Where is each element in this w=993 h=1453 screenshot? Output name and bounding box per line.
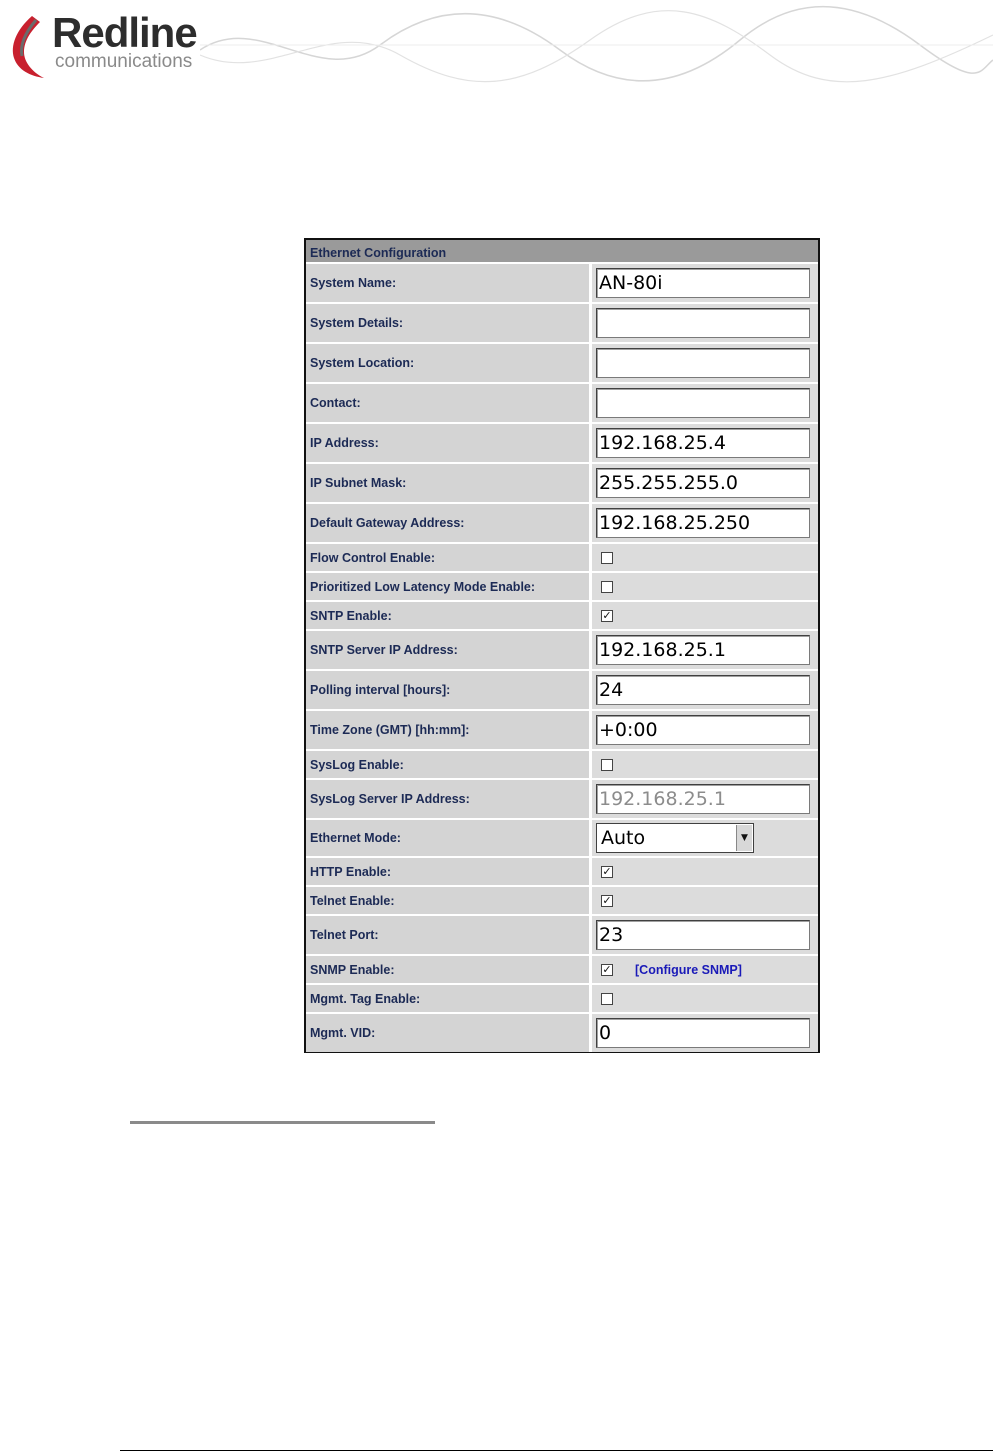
time-zone-input[interactable]: +0:00 — [596, 715, 810, 745]
system-details-label: System Details: — [306, 304, 592, 342]
redline-logo-icon — [6, 12, 50, 80]
time-zone-label: Time Zone (GMT) [hh:mm]: — [306, 711, 592, 749]
mgmt-vid-input[interactable]: 0 — [596, 1018, 810, 1048]
row-mgmt-tag-enable — [306, 985, 818, 1014]
row-telnet-port — [306, 916, 818, 956]
row-default-gateway — [306, 504, 818, 544]
configure-snmp-link[interactable]: [Configure SNMP] — [635, 962, 742, 977]
sntp-server-ip-label: SNTP Server IP Address: — [306, 631, 592, 669]
row-syslog-server-ip — [306, 780, 818, 820]
telnet-enable-checkbox[interactable]: ✓ — [602, 894, 612, 907]
row-sntp-server-ip — [306, 631, 818, 671]
page-header — [0, 0, 993, 92]
row-ip-subnet-mask — [306, 464, 818, 504]
footer-divider — [120, 1450, 993, 1451]
sntp-enable-label: SNTP Enable: — [306, 602, 592, 629]
syslog-enable-label: SysLog Enable: — [306, 751, 592, 778]
row-mgmt-vid — [306, 1014, 818, 1052]
section-divider — [130, 1121, 435, 1124]
prioritized-low-latency-checkbox[interactable] — [601, 581, 613, 593]
row-snmp-enable — [306, 956, 818, 985]
ip-address-label: IP Address: — [306, 424, 592, 462]
ethernet-configuration-panel — [304, 238, 820, 1053]
row-system-location — [306, 344, 818, 384]
contact-input[interactable] — [596, 388, 810, 418]
row-system-name — [306, 264, 818, 304]
telnet-port-input[interactable]: 23 — [596, 920, 810, 950]
flow-control-label: Flow Control Enable: — [306, 544, 592, 571]
row-telnet-enable — [306, 887, 818, 916]
system-details-input[interactable] — [596, 308, 810, 338]
system-location-input[interactable] — [596, 348, 810, 378]
polling-interval-label: Polling interval [hours]: — [306, 671, 592, 709]
ip-subnet-mask-label: IP Subnet Mask: — [306, 464, 592, 502]
row-system-details — [306, 304, 818, 344]
chevron-down-icon[interactable]: ▼ — [736, 825, 752, 851]
brand-name: Redline — [52, 9, 197, 56]
row-prioritized-low-latency — [306, 573, 818, 602]
telnet-enable-label: Telnet Enable: — [306, 887, 592, 914]
ip-address-input[interactable]: 192.168.25.4 — [596, 428, 810, 458]
system-name-label: System Name: — [306, 264, 592, 302]
row-contact — [306, 384, 818, 424]
syslog-server-ip-label: SysLog Server IP Address: — [306, 780, 592, 818]
row-http-enable — [306, 858, 818, 887]
snmp-enable-label: SNMP Enable: — [306, 956, 592, 983]
system-location-label: System Location: — [306, 344, 592, 382]
http-enable-label: HTTP Enable: — [306, 858, 592, 885]
syslog-server-ip-input: 192.168.25.1 — [596, 784, 810, 814]
row-ip-address — [306, 424, 818, 464]
decorative-waves — [200, 0, 993, 92]
ip-subnet-mask-input[interactable]: 255.255.255.0 — [596, 468, 810, 498]
telnet-port-label: Telnet Port: — [306, 916, 592, 954]
system-name-input[interactable]: AN-80i — [596, 268, 810, 298]
ethernet-mode-selected-value: Auto — [601, 827, 646, 849]
default-gateway-label: Default Gateway Address: — [306, 504, 592, 542]
row-polling-interval — [306, 671, 818, 711]
prioritized-low-latency-label: Prioritized Low Latency Mode Enable: — [306, 573, 592, 600]
polling-interval-input[interactable]: 24 — [596, 675, 810, 705]
row-ethernet-mode — [306, 820, 818, 858]
syslog-enable-checkbox[interactable] — [601, 759, 613, 771]
http-enable-checkbox[interactable]: ✓ — [602, 865, 612, 878]
contact-label: Contact: — [306, 384, 592, 422]
snmp-enable-checkbox[interactable]: ✓ — [602, 963, 612, 976]
ethernet-mode-select[interactable] — [596, 823, 754, 853]
mgmt-tag-enable-checkbox[interactable] — [601, 993, 613, 1005]
sntp-server-ip-input[interactable]: 192.168.25.1 — [596, 635, 810, 665]
brand-tagline: communications — [55, 51, 193, 72]
ethernet-mode-label: Ethernet Mode: — [306, 820, 592, 856]
panel-title: Ethernet Configuration — [306, 240, 818, 264]
flow-control-checkbox[interactable] — [601, 552, 613, 564]
row-flow-control — [306, 544, 818, 573]
mgmt-tag-enable-label: Mgmt. Tag Enable: — [306, 985, 592, 1012]
row-time-zone — [306, 711, 818, 751]
default-gateway-input[interactable]: 192.168.25.250 — [596, 508, 810, 538]
row-sntp-enable — [306, 602, 818, 631]
row-syslog-enable — [306, 751, 818, 780]
sntp-enable-checkbox[interactable]: ✓ — [602, 609, 612, 622]
mgmt-vid-label: Mgmt. VID: — [306, 1014, 592, 1052]
